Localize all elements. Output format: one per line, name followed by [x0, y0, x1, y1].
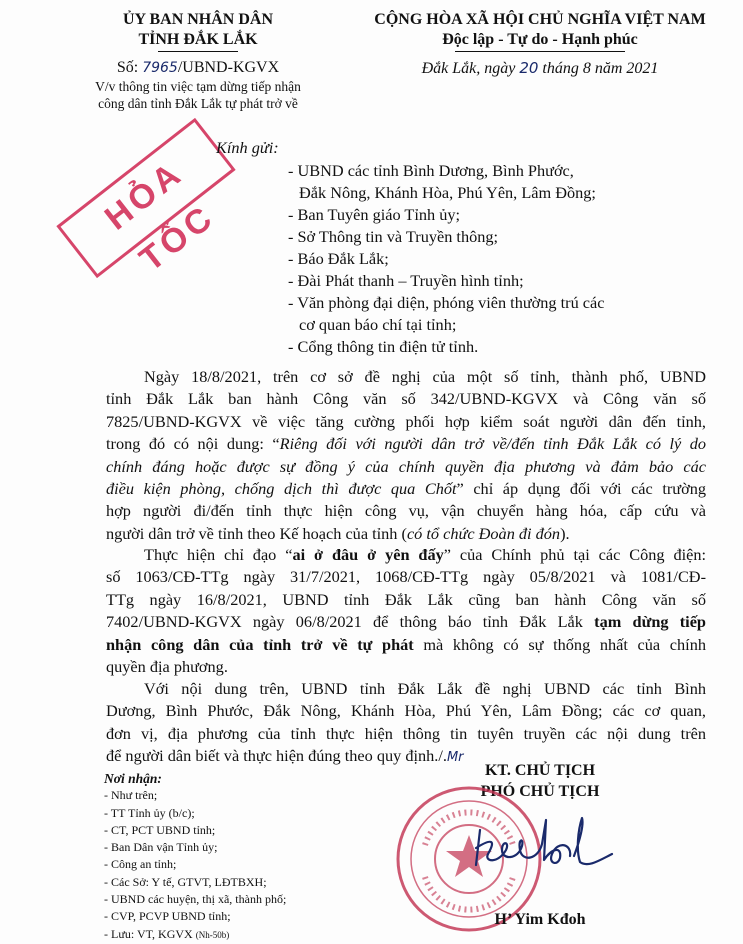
- p2-text: ” của Chính phủ tại các Công điện:: [443, 545, 707, 564]
- motto-underline: [455, 51, 625, 52]
- doc-number: [88, 58, 308, 78]
- signer-title2: PHÓ CHỦ TỊCH: [480, 783, 600, 800]
- signer-title1: KT. CHỦ TỊCH: [484, 762, 596, 779]
- recipient-item: - UBND các tỉnh Bình Dương, Bình Phước,: [288, 161, 574, 180]
- distribution-item: - Ban Dân vận Tỉnh ủy;: [104, 840, 218, 855]
- distribution-item: - CT, PCT UBND tỉnh;: [104, 822, 216, 837]
- recipient-item: - Cổng thông tin điện tử tỉnh.: [288, 337, 479, 356]
- recipient-item: - Báo Đắk Lắk;: [288, 249, 389, 268]
- distribution-item: - Như trên;: [104, 788, 158, 803]
- date-day: 20: [519, 59, 539, 77]
- distribution-list: [104, 770, 286, 944]
- p3-line: Với nội dung trên, UBND tỉnh Đắk Lắk đề nghị UBND các tỉnh Bình: [144, 679, 706, 698]
- date-suffix: tháng 8 năm 2021: [542, 60, 659, 77]
- p1-line: [106, 433, 706, 455]
- national-header: [340, 10, 740, 79]
- p2-line: số 1063/CĐ-TTg ngày 31/7/2021, 1068/CĐ-TTg ngày 05/8/2021 và 1081/CĐ-: [106, 567, 706, 587]
- p1-text: người dân trở về tỉnh theo Kế hoạch của tỉnh (: [106, 523, 407, 543]
- recipient-item: - Ban Tuyên giáo Tỉnh ủy;: [288, 205, 461, 224]
- subject-line2: công dân tỉnh Đắk Lắk tự phát trở về: [98, 96, 298, 111]
- p2-text: mà không có sự thống nhất của chính: [413, 634, 706, 654]
- subject-line1: V/v thông tin việc tạm dừng tiếp nhận: [95, 79, 301, 94]
- p2-line: TTg ngày 16/8/2021, UBND tỉnh Đắk Lắk cũng ban hành Công văn số: [106, 589, 706, 609]
- recipient-item: cơ quan báo chí tại tỉnh;: [299, 315, 457, 334]
- p2-line: [106, 611, 706, 633]
- doc-number-suffix: /UBND-KGVX: [177, 59, 280, 76]
- p1-text: ).: [560, 523, 570, 543]
- issue-date: [340, 58, 740, 79]
- urgent-stamp: HỎA TỐC: [56, 118, 235, 278]
- doc-number-prefix: Số:: [116, 59, 139, 76]
- recipient-item: - Văn phòng đại diện, phóng viên thường trú các: [288, 293, 605, 312]
- p1-text: ” chỉ áp dụng đối với các trường: [456, 478, 706, 498]
- p3-line: Dương, Bình Phước, Đắk Nông, Khánh Hòa, Phú Yên, Lâm Đồng; các cơ quan,: [106, 701, 706, 721]
- country-motto: Độc lập - Tự do - Hạnh phúc: [442, 31, 638, 48]
- distribution-item: - UBND các huyện, thị xã, thành phố;: [104, 892, 287, 907]
- date-prefix: Đắk Lắk, ngày: [421, 60, 516, 77]
- doc-number-handwritten: 7965: [142, 60, 178, 76]
- p2-bold: tạm dừng tiếp: [594, 612, 706, 632]
- p2-line: quyền địa phương.: [106, 656, 228, 676]
- distribution-item: - CVP, PCVP UBND tỉnh;: [104, 909, 231, 924]
- distribution-note: (Nh-50b): [195, 929, 230, 940]
- recipients-label: Kính gửi:: [216, 138, 279, 157]
- distribution-text: - Lưu: VT, KGVX: [104, 926, 193, 941]
- handwritten-signature: [462, 810, 622, 880]
- p1-line: Ngày 18/8/2021, trên cơ sở đề nghị của một số tỉnh, thành phố, UBND: [144, 367, 706, 386]
- p1-line: 7825/UBND-KGVX về việc tăng cường phối hợp kiểm soát người dân đến tỉnh,: [106, 411, 706, 431]
- agency-line2: TỈNH ĐẮK LẮK: [138, 31, 258, 48]
- p1-line: hợp người đi/đến tỉnh thực hiện công vụ, vận chuyển hàng hóa, cấp cứu và: [106, 501, 706, 521]
- p2-bold: ai ở đâu ở yên đấy: [292, 545, 444, 564]
- distribution-label: Nơi nhận:: [104, 771, 162, 786]
- recipient-item: Đắk Nông, Khánh Hòa, Phú Yên, Lâm Đồng;: [299, 183, 596, 202]
- issuing-agency: [88, 10, 308, 112]
- distribution-item: [104, 926, 286, 944]
- recipient-item: - Sở Thông tin và Truyền thông;: [288, 227, 499, 246]
- p1-quote: điều kiện phòng, chống dịch thì được qua Chốt: [106, 478, 457, 498]
- agency-underline: [158, 51, 238, 52]
- initials-mark: Mr: [446, 750, 464, 766]
- p2-text: 7402/UBND-KGVX ngày 06/8/2021 để thông báo tỉnh Đắk Lắk: [106, 612, 595, 632]
- p3-text: để người dân biết và thực hiện đúng theo quy định./.: [106, 746, 447, 766]
- distribution-item: - TT Tỉnh ủy (b/c);: [104, 805, 195, 820]
- country-name: CỘNG HÒA XÃ HỘI CHỦ NGHĨA VIỆT NAM: [374, 11, 706, 28]
- p3-line: đơn vị, địa phương của tỉnh thực hiện thông tin tuyên truyền các nội dung trên: [106, 723, 706, 743]
- p1-line: [106, 523, 706, 545]
- p2-bold: nhận công dân của tỉnh trở về tự phát: [106, 634, 414, 654]
- paragraph-1: [106, 366, 706, 545]
- p1-line: chính đáng hoặc được sự đồng ý của chính quyền địa phương và đảm bảo các: [106, 456, 706, 476]
- p2-line: [106, 544, 706, 566]
- p1-text: trong đó có nội dung: “: [106, 434, 280, 454]
- p1-quote: Riêng đối với người dân trở về/đến tỉnh Đắk Lắk có lý do: [279, 434, 707, 454]
- agency-line1: ỦY BAN NHÂN DÂN: [122, 11, 274, 28]
- distribution-item: - Các Sở: Y tế, GTVT, LĐTBXH;: [104, 874, 267, 889]
- signer-name: H’ Yim Kđoh: [494, 911, 586, 928]
- p1-italic: có tổ chức Đoàn đi đón: [406, 523, 561, 543]
- p1-line: tỉnh Đắk Lắk ban hành Công văn số 342/UBND-KGVX và Công văn số: [106, 389, 706, 409]
- paragraph-3: [106, 678, 706, 768]
- p2-line: [106, 634, 706, 656]
- p2-text: Thực hiện chỉ đạo “: [144, 545, 293, 564]
- p1-line: [106, 478, 706, 500]
- paragraph-2: [106, 544, 706, 678]
- distribution-item: - Công an tỉnh;: [104, 857, 177, 872]
- recipient-item: - Đài Phát thanh – Truyền hình tỉnh;: [288, 271, 524, 290]
